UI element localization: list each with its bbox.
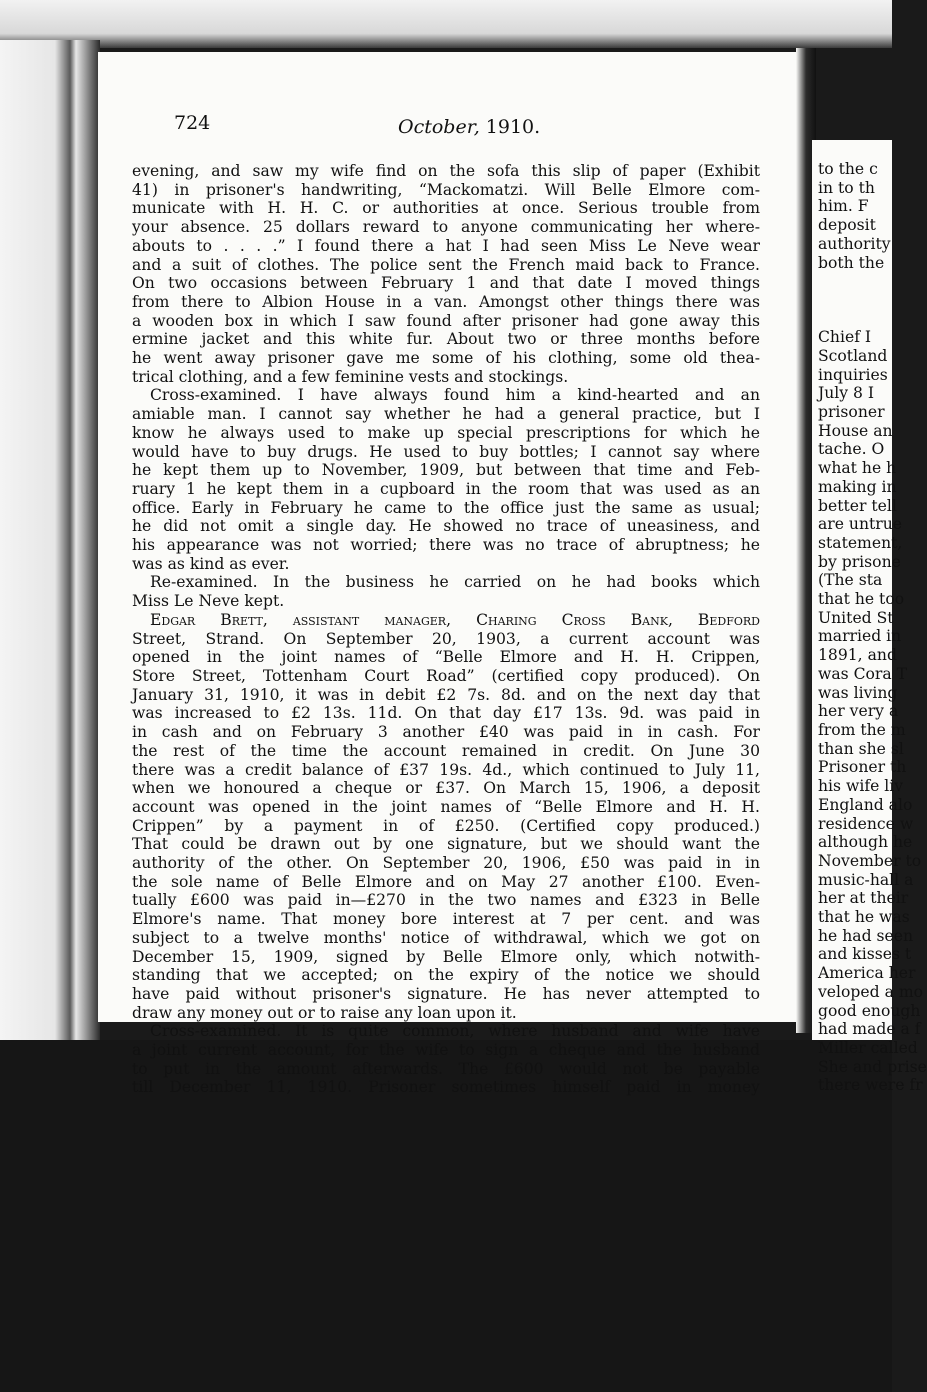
facing-line: (The sta (818, 571, 883, 590)
text-line: office. Early in February he came to the office just the same as usual; (132, 498, 760, 517)
facing-line: from the m (818, 720, 906, 739)
facing-line: him. F (818, 197, 869, 216)
text-line: Cross-examined. It is quite common, where husband and wife have (150, 1022, 760, 1041)
facing-line: inquiries (818, 365, 888, 384)
text-line: standing that we accepted; on the expiry of the notice we should (132, 966, 760, 985)
text-line: in cash and on February 3 another £40 was paid in in cash. For (132, 723, 760, 742)
text-line: opened in the joint names of “Belle Elmore and H. H. Crippen, (132, 648, 760, 667)
facing-line: 1891, and (818, 646, 897, 665)
facing-line: tache. O (818, 440, 885, 459)
text-line: tually £600 was paid in—£270 in the two names and £323 in Belle (132, 891, 760, 910)
facing-line: United St (818, 608, 894, 627)
facing-line: House an (818, 421, 893, 440)
facing-line: there were fr (818, 1076, 923, 1095)
text-line: and a suit of clothes. The police sent the French maid back to France. (132, 255, 760, 274)
text-line: when we honoured a cheque or £37. On March 15, 1906, a deposit (132, 779, 760, 798)
facing-line: that he was (818, 908, 910, 927)
facing-line: had made a f (818, 1020, 921, 1039)
facing-line: he had seen (818, 926, 914, 945)
running-head-month: October, (398, 116, 480, 138)
facing-line: by prisone (818, 552, 901, 571)
text-line: he did not omit a single day. He showed no trace of uneasiness, and (132, 517, 760, 536)
facing-line: making in (818, 477, 897, 496)
text-line: the sole name of Belle Elmore and on May 27 another £100. Even- (132, 872, 760, 891)
body-text (132, 162, 760, 1097)
text-line: the rest of the time the account remained in credit. On June 30 (132, 741, 760, 760)
facing-line: prisoner (818, 403, 885, 422)
page-number: 724 (174, 112, 211, 134)
text-line: was as kind as ever. (132, 554, 290, 573)
text-line: January 31, 1910, it was in debit £2 7s. 8d. and on the next day that (132, 685, 760, 704)
facing-line: Prisoner th (818, 758, 907, 777)
facing-line: both the (818, 253, 885, 272)
facing-line: authority (818, 234, 891, 253)
text-line: authority of the other. On September 20, 1906, £50 was paid in in (132, 854, 760, 873)
text-line: evening, and saw my wife find on the sofa this slip of paper (Exhibit (132, 162, 760, 180)
text-line: would have to buy drugs. He used to buy bottles; I cannot say where (132, 442, 760, 461)
facing-line: Miller called (818, 1038, 918, 1057)
facing-line: veloped a mo (818, 982, 923, 1001)
facing-line: her at their (818, 889, 909, 908)
facing-line: although he (818, 833, 913, 852)
text-line: municate with H. H. C. or authorities at once. Serious trouble from (132, 199, 760, 218)
facing-line: to the c (818, 160, 878, 178)
text-line: know he always used to make up special prescriptions for which he (132, 423, 760, 442)
text-line: account was opened in the joint names of “Belle Elmore and H. H. (132, 797, 760, 816)
text-line: Elmore's name. That money bore interest at 7 per cent. and was (132, 910, 760, 929)
facing-line: deposit (818, 216, 876, 235)
text-line: subject to a twelve months' notice of withdrawal, which we got on (132, 928, 760, 947)
facing-line: what he h (818, 459, 897, 478)
text-line: ruary 1 he kept them in a cupboard in the room that was used as an (132, 479, 760, 498)
text-line: draw any money out or to raise any loan upon it. (132, 1003, 517, 1022)
facing-line: Scotland (818, 346, 888, 365)
text-line-witness: Edgar Brett, assistant manager, Charing Cross Bank, Bedford (150, 610, 760, 629)
running-head (398, 116, 540, 138)
text-line: there was a credit balance of £37 19s. 4d., which continued to July 11, (132, 760, 760, 779)
facing-page-fragment (812, 140, 927, 1095)
text-line: a wooden box in which I saw found after prisoner had gone away this (132, 311, 760, 330)
text-line: was increased to £2 13s. 11d. On that day £17 13s. 9d. was paid in (132, 704, 760, 723)
facing-line: was Cora T (818, 664, 908, 683)
facing-page-bottom-lines (812, 328, 927, 1095)
facing-line: Chief I (818, 328, 872, 347)
text-line: amiable man. I cannot say whether he had a general practice, but I (132, 405, 760, 424)
facing-line: statement, (818, 533, 903, 552)
facing-line: better tell (818, 496, 897, 515)
facing-line: She and prise (818, 1057, 927, 1076)
facing-line: married in (818, 627, 902, 646)
text-line: December 15, 1909, signed by Belle Elmore only, which notwith- (132, 947, 760, 966)
text-line: abouts to . . . .” I found there a hat I had seen Miss Le Neve wear (132, 236, 760, 255)
text-line: to put in the amount afterwards. The £600 would not be payable (132, 1059, 760, 1078)
book-page (98, 52, 798, 1097)
facing-line: her very a (818, 702, 899, 721)
running-head-year: 1910. (485, 116, 541, 138)
facing-line: good enough (818, 1001, 921, 1020)
text-line: from there to Albion House in a van. Amongst other things there was (132, 292, 760, 311)
text-line: Re-examined. In the business he carried on he had books which (150, 573, 760, 592)
text-line: his appearance was not worried; there was no trace of abruptness; he (132, 536, 760, 555)
facing-line: America her (818, 964, 916, 983)
text-line: Store Street, Tottenham Court Road” (certified copy produced). On (132, 666, 760, 685)
text-line: Crippen” by a payment in of £250. (Certified copy produced.) (132, 816, 760, 835)
facing-page-top-lines (812, 140, 892, 272)
facing-line: was living (818, 683, 898, 702)
text-line: till December 11, 1910. Prisoner sometimes himself paid in money (132, 1078, 760, 1097)
text-line: Street, Strand. On September 20, 1903, a current account was (132, 629, 760, 648)
text-line: On two occasions between February 1 and that date I moved things (132, 274, 760, 293)
scan-top-margin (0, 0, 892, 48)
text-line: 41) in prisoner's handwriting, “Mackomatzi. Will Belle Elmore com- (132, 180, 760, 199)
facing-line: residence w (818, 814, 914, 833)
text-line: That could be drawn out by one signature, but we should want the (132, 835, 760, 854)
text-line: he went away prisoner gave me some of his clothing, some old thea- (132, 349, 760, 368)
text-line: he kept them up to November, 1909, but between that time and Feb- (132, 461, 760, 480)
text-line: a joint current account, for the wife to sign a cheque and the husband (132, 1041, 760, 1060)
facing-line: in to th (818, 178, 875, 197)
left-page-edges (0, 40, 100, 1050)
facing-line: are untrue (818, 515, 903, 534)
text-line: have paid without prisoner's signature. He has never attempted to (132, 984, 760, 1003)
facing-line: November to (818, 851, 922, 870)
text-line: Miss Le Neve kept. (132, 592, 285, 611)
facing-line: July 8 I (818, 384, 875, 403)
text-line: trical clothing, and a few feminine vests and stockings. (132, 367, 569, 386)
facing-line: music-hall a (818, 870, 914, 889)
text-line: Cross-examined. I have always found him a kind-hearted and an (150, 386, 760, 405)
facing-line: his wife liv (818, 777, 904, 796)
facing-line: and kisses t (818, 945, 912, 964)
facing-line: England alo (818, 795, 913, 814)
text-line: ermine jacket and this white fur. About two or three months before (132, 330, 760, 349)
facing-line: than she sl (818, 739, 904, 758)
facing-line: that he too (818, 590, 905, 609)
text-line: your absence. 25 dollars reward to anyone communicating her where- (132, 218, 760, 237)
